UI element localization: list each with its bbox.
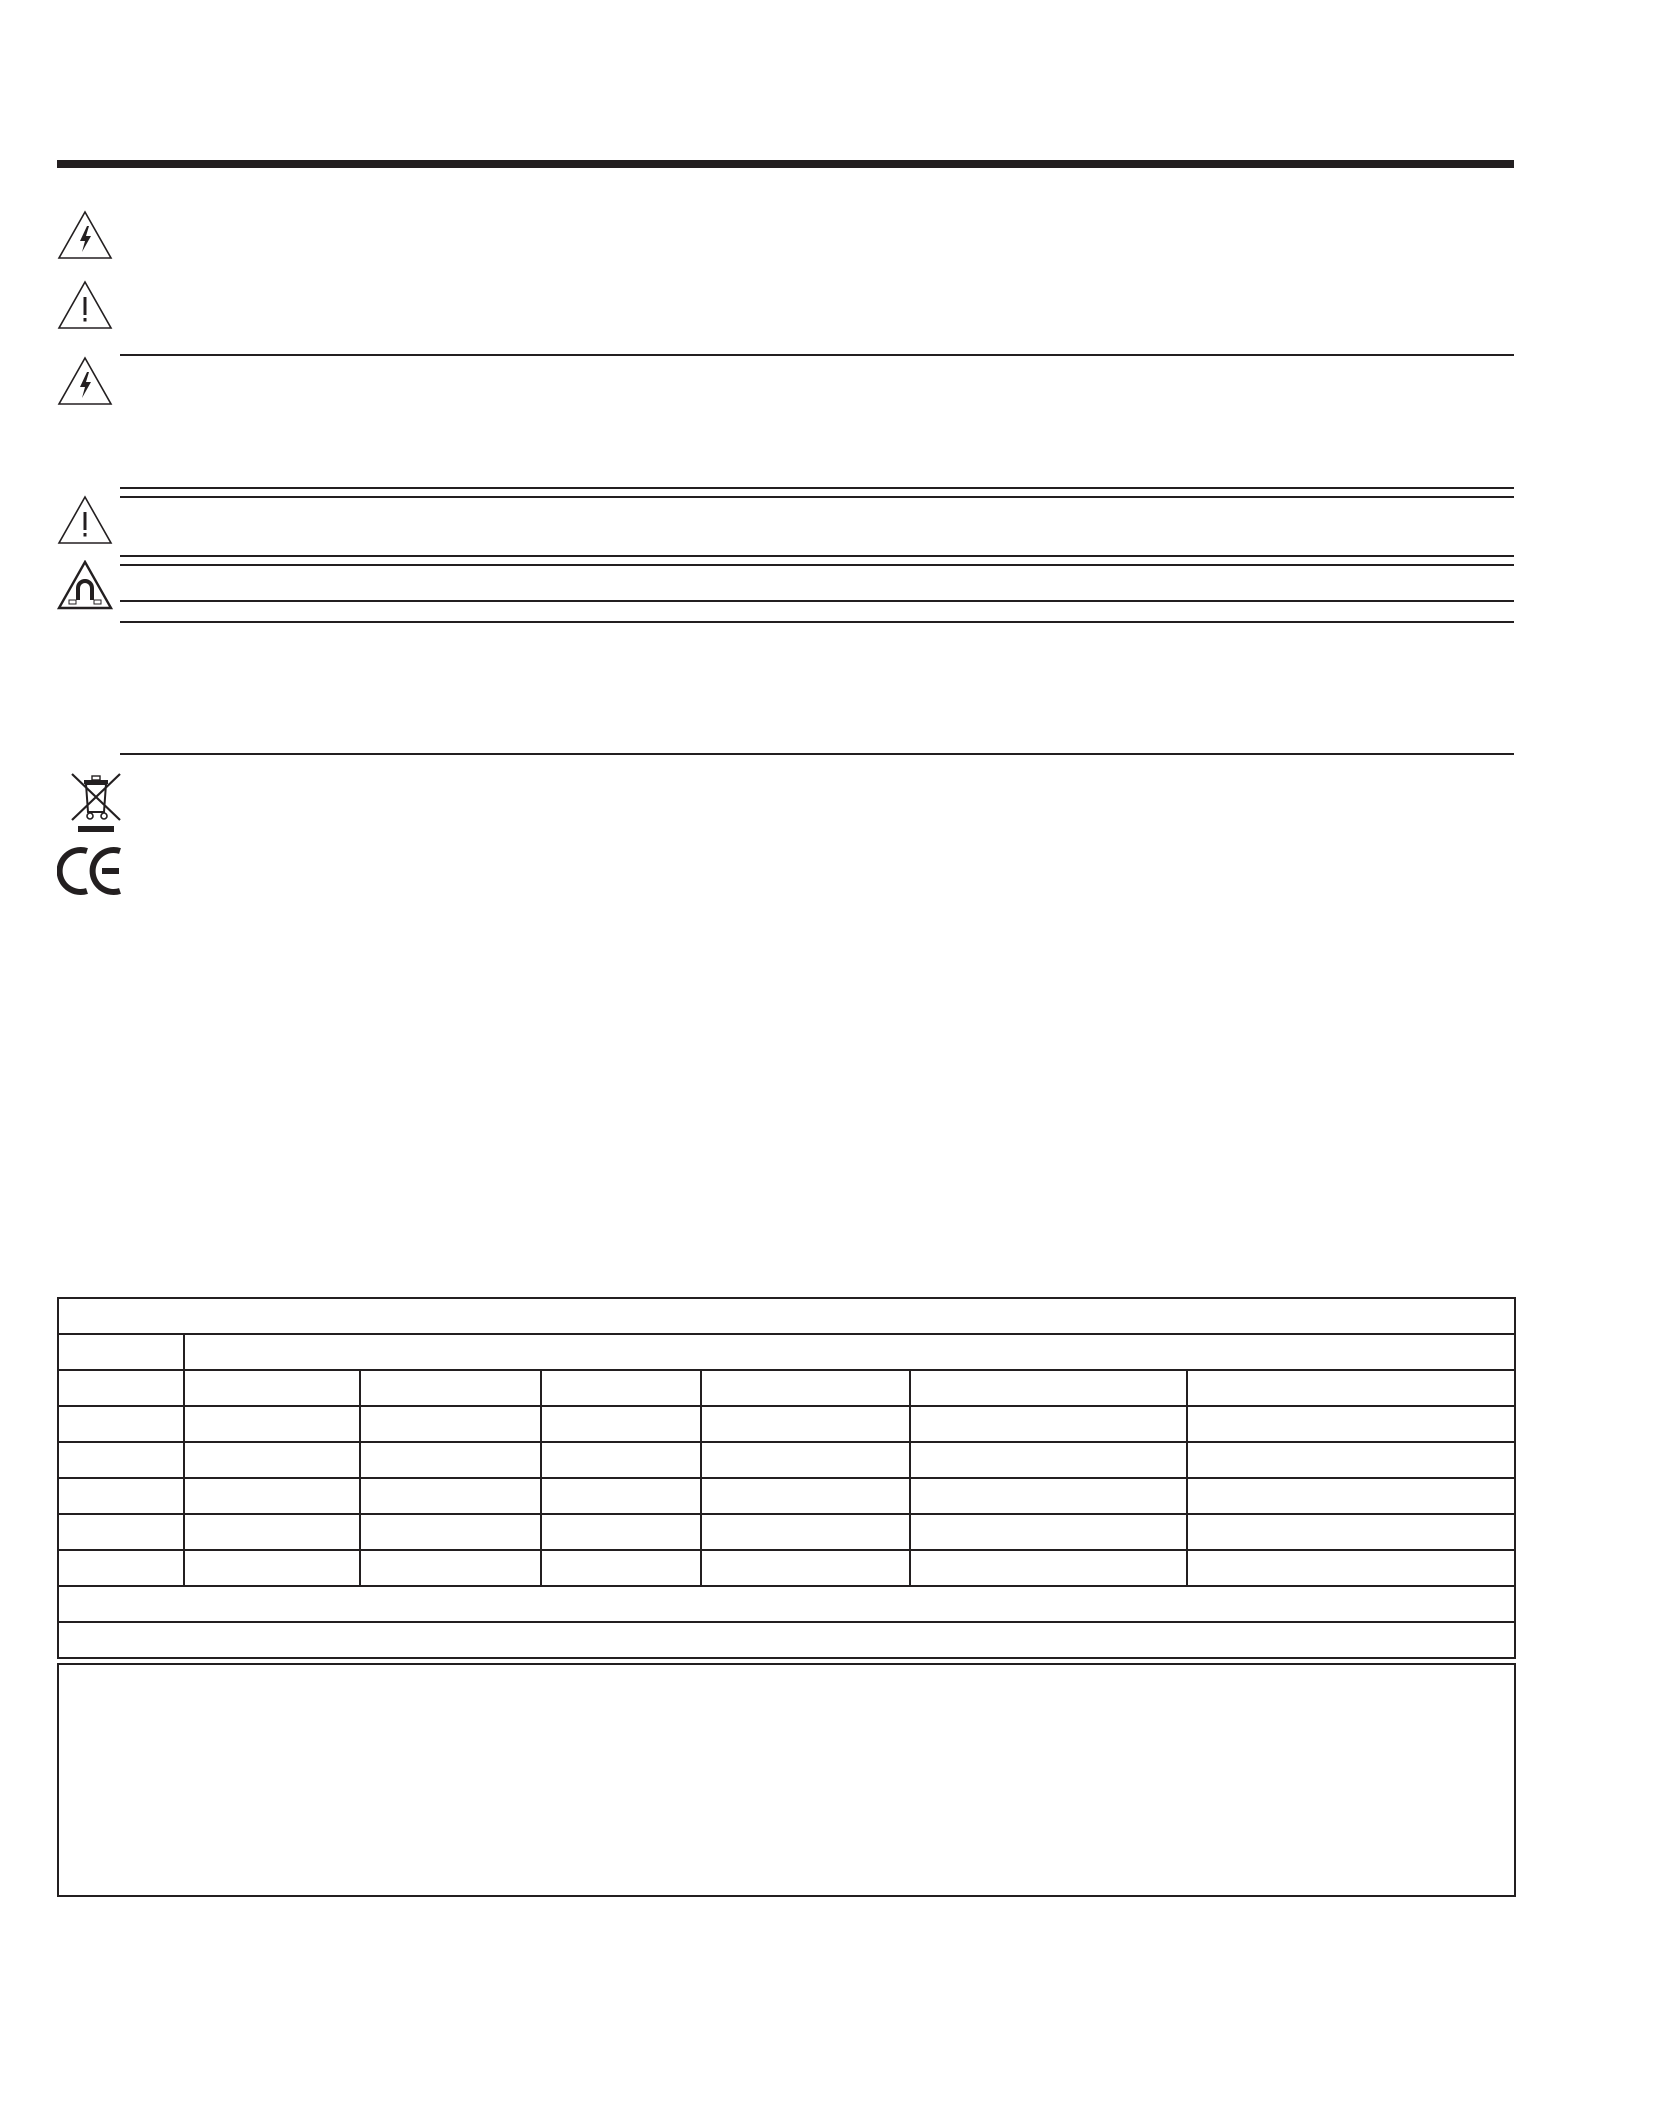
divider-rule <box>120 564 1514 566</box>
notice-box <box>57 1663 1516 1897</box>
divider-rule <box>120 496 1514 498</box>
table-cell <box>1187 1442 1515 1478</box>
caution-exclamation-icon <box>57 280 113 330</box>
table-row <box>58 1334 1515 1370</box>
table-cell <box>360 1442 541 1478</box>
table-cell <box>58 1622 1515 1658</box>
table-cell <box>360 1550 541 1586</box>
divider-rule <box>120 555 1514 557</box>
spec-table <box>57 1297 1516 1659</box>
table-cell <box>701 1478 910 1514</box>
divider-rule <box>120 753 1514 755</box>
table-cell <box>1187 1514 1515 1550</box>
table-cell <box>701 1550 910 1586</box>
table-cell <box>541 1478 701 1514</box>
table-cell <box>184 1514 360 1550</box>
table-cell <box>360 1370 541 1406</box>
table-cell <box>701 1514 910 1550</box>
table-cell <box>184 1334 1515 1370</box>
table-cell <box>910 1550 1187 1586</box>
table-cell <box>1187 1550 1515 1586</box>
table-cell <box>541 1550 701 1586</box>
table-row <box>58 1406 1515 1442</box>
table-cell <box>58 1514 184 1550</box>
table-cell <box>1187 1370 1515 1406</box>
table-cell <box>910 1442 1187 1478</box>
divider-rule <box>120 487 1514 489</box>
table-cell <box>58 1586 1515 1622</box>
table-row <box>58 1478 1515 1514</box>
table-footer-row <box>58 1586 1515 1622</box>
table-cell <box>701 1442 910 1478</box>
table-cell <box>58 1298 1515 1334</box>
table-cell <box>1187 1478 1515 1514</box>
divider-rule <box>120 600 1514 602</box>
table-cell <box>910 1406 1187 1442</box>
table-cell <box>58 1550 184 1586</box>
table-cell <box>184 1406 360 1442</box>
table-cell <box>184 1550 360 1586</box>
table-cell <box>360 1406 541 1442</box>
caution-exclamation-icon <box>57 495 113 545</box>
weee-crossed-bin-icon <box>68 770 124 834</box>
table-footer-row <box>58 1622 1515 1658</box>
table-cell <box>184 1442 360 1478</box>
table-cell <box>910 1514 1187 1550</box>
table-cell <box>701 1406 910 1442</box>
electric-shock-warning-icon <box>57 356 113 406</box>
table-header-row <box>58 1370 1515 1406</box>
table-cell <box>541 1406 701 1442</box>
top-rule <box>57 160 1514 168</box>
table-row <box>58 1514 1515 1550</box>
table-title-row <box>58 1298 1515 1334</box>
electric-shock-warning-icon <box>57 210 113 260</box>
table-cell <box>184 1478 360 1514</box>
table-row <box>58 1442 1515 1478</box>
divider-rule <box>120 354 1514 356</box>
table-cell <box>360 1514 541 1550</box>
table-cell <box>1187 1406 1515 1442</box>
table-cell <box>910 1370 1187 1406</box>
table-cell <box>58 1406 184 1442</box>
table-cell <box>58 1442 184 1478</box>
table-cell <box>541 1370 701 1406</box>
table-cell <box>58 1370 184 1406</box>
ce-mark-icon <box>57 846 127 896</box>
magnetic-field-warning-icon <box>57 560 113 610</box>
table-cell <box>701 1370 910 1406</box>
table-row <box>58 1550 1515 1586</box>
divider-rule <box>120 621 1514 623</box>
table-cell <box>541 1442 701 1478</box>
table-cell <box>910 1478 1187 1514</box>
table-cell <box>360 1478 541 1514</box>
table-cell <box>58 1334 184 1370</box>
table-cell <box>541 1514 701 1550</box>
table-cell <box>58 1478 184 1514</box>
table-cell <box>184 1370 360 1406</box>
